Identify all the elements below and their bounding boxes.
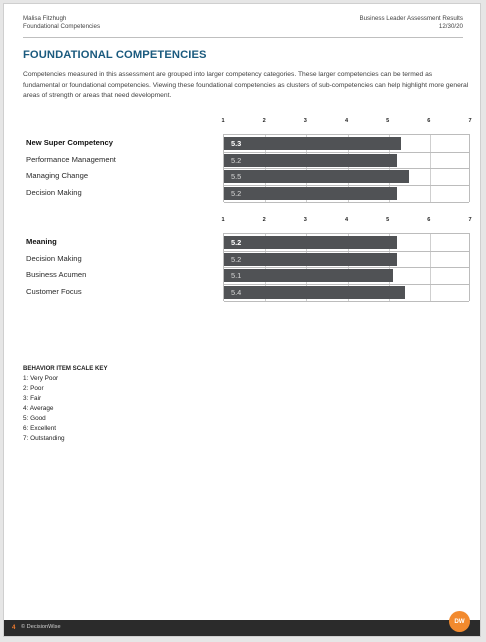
score-value: 5.2: [231, 254, 242, 264]
tick-label: 4: [344, 118, 349, 124]
score-value: 5.2: [231, 155, 242, 165]
score-value: 5.2: [231, 189, 242, 199]
competency-group-label: Meaning: [26, 237, 57, 246]
tick-label: 2: [262, 217, 266, 223]
tick-label: 1: [221, 118, 225, 124]
tick-label: 6: [427, 118, 431, 124]
report-page: [3, 3, 481, 637]
scale-key-item: 7: Outstanding: [23, 435, 65, 442]
row-line: [224, 284, 469, 285]
row-line: [224, 267, 469, 268]
row-line: [224, 152, 469, 153]
tick-label: 5: [386, 118, 390, 124]
header-divider: [23, 37, 463, 38]
row-line: [224, 202, 469, 203]
tick-label: 4: [344, 217, 349, 223]
tick-label: 3: [303, 118, 307, 124]
sub-competency-label: Managing Change: [26, 171, 89, 181]
competency-group-label: New Super Competency: [26, 138, 113, 147]
page-footer: [4, 620, 480, 636]
page-number: 4: [12, 624, 16, 631]
sub-competency-label: Performance Management: [26, 154, 116, 164]
report-title: Business Leader Assessment Results: [359, 15, 463, 22]
scale-ticks: [222, 118, 471, 128]
tick-label: 5: [386, 217, 390, 223]
tick-label: 1: [221, 217, 225, 223]
score-value: 5.2: [231, 238, 242, 247]
scale-key-item: 5: Good: [23, 415, 46, 422]
row-line: [224, 251, 469, 252]
scale-key-item: 3: Fair: [23, 395, 42, 402]
intro-paragraph: Competencies measured in this assessment are grouped into larger competency categories. These larger competencies can be termed as fundamental or foundational competencies. Viewing these foundational competencies as clusters of sub-competencies can help highlight more general areas of strength or areas that need development.: [23, 71, 469, 99]
score-bar: [224, 236, 397, 249]
score-bar: [224, 137, 401, 150]
score-bar: [224, 253, 397, 266]
score-value: 5.4: [231, 288, 242, 298]
participant-name: Malisa Fitzhugh: [23, 15, 67, 22]
row-line: [224, 185, 469, 186]
score-bar: [224, 154, 397, 167]
score-bar: [224, 170, 409, 183]
scale-ticks: [222, 217, 471, 227]
row-line: [224, 301, 469, 302]
scale-key-item: 6: Excellent: [23, 425, 57, 432]
sub-competency-label: Business Acumen: [26, 270, 87, 280]
sub-competency-label: Decision Making: [26, 188, 82, 198]
tick-label: 7: [468, 118, 472, 124]
report-date: 12/30/20: [438, 23, 463, 31]
scale-key-title: BEHAVIOR ITEM SCALE KEY: [23, 365, 108, 372]
tick-label: 2: [262, 118, 266, 124]
header-right: [359, 15, 463, 32]
scale-key-item: 2: Poor: [23, 385, 44, 392]
chart-grid: [223, 134, 470, 202]
row-line: [224, 168, 469, 169]
sub-competency-label: Decision Making: [26, 253, 82, 263]
chart-grid: [223, 233, 470, 301]
scale-key-item: 4: Average: [23, 405, 54, 412]
decisionwise-logo: DW: [449, 611, 470, 632]
score-value: 5.3: [231, 139, 242, 148]
tick-label: 6: [427, 217, 431, 223]
score-bar: [224, 269, 393, 282]
copyright-text: © DecisionWise: [21, 624, 61, 630]
section-name: Foundational Competencies: [23, 23, 101, 31]
tick-label: 7: [468, 217, 472, 223]
score-bar: [224, 187, 397, 200]
scale-key-item: 1: Very Poor: [23, 375, 59, 382]
header-left: [23, 15, 100, 32]
score-bar: [224, 286, 405, 299]
sub-competency-label: Customer Focus: [26, 287, 82, 297]
score-value: 5.5: [231, 172, 242, 182]
page-title: FOUNDATIONAL COMPETENCIES: [23, 49, 207, 61]
score-value: 5.1: [231, 271, 242, 281]
tick-label: 3: [303, 217, 307, 223]
